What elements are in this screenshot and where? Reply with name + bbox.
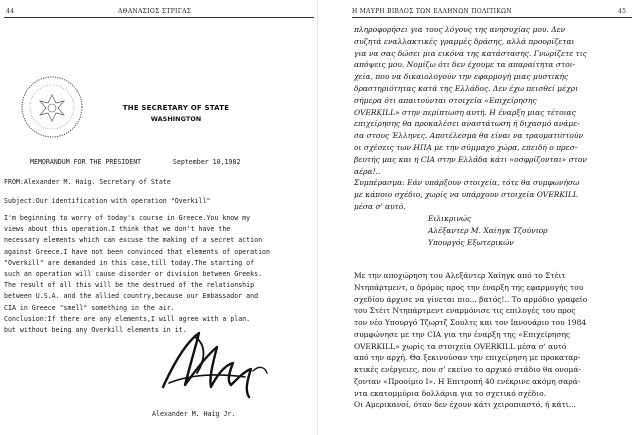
memo-body-line: The result of all this will be the destrued of the relationship	[4, 281, 255, 290]
page-number-right: 45	[618, 8, 627, 15]
memo-body-line: but without being any Overkill elements in it.	[4, 326, 187, 335]
narrative-line: τον νέο Υπουργό Τζωρτζ Σουλτς και τον Ιανουάριο του 1984	[354, 318, 587, 327]
memo-body-line: between U.S.A. and the allied country,because our Embassador and	[4, 292, 259, 301]
translation-line: σα στους Έλληνες. Αποτέλεσμα θα είναι να τραυματιστούν	[354, 131, 584, 141]
translation-line: επιχείρησης θα προκαλέσει αναστάτωση ή διχασμό ανάμε-	[354, 119, 580, 129]
narrative-line: σχεδίου άρχισε να γίνεται πιο... βατός!.. Το αρμόδιο γραφείο	[354, 294, 588, 304]
memo-body-line: "Overkill" are demanded in this case,till today.The starting of	[4, 258, 255, 267]
translation-line: χεία, που να δικαιολογούν την εφαρμογή μιας μυστικής	[354, 72, 569, 82]
narrative-line: κτικές ενέργειες, που σ' εκείνο το αρχικό στάδιο θα ονομά-	[354, 365, 581, 374]
translation-line: αέρα!..	[354, 166, 381, 176]
narrative-line: Οι Αμερικανοί, όταν δεν έχουν κάτι χειροπιαστό, ή κάτι...	[354, 400, 576, 410]
narrative-text	[354, 270, 626, 411]
memo-body-line: CIA in Greece "smell" something in the air.	[4, 303, 175, 312]
translation-line: απόψεις μου. Νομίζω ότι δεν έχουμε τα απαραίτητα στοι-	[354, 60, 576, 70]
handwritten-signature	[155, 325, 273, 405]
translation-line: σήμερα ότι απαιτούνται στοιχεία «Επιχείρησης	[354, 95, 537, 105]
memo-subject: Subject:Our identification with operation "Overkill"	[4, 197, 211, 205]
translation-line: για να σας δώσει μια εικόνα της κατάστασης. Γνωρίζετε τις	[354, 48, 587, 58]
closing-title: Υπουργός Εξωτερικών	[428, 238, 514, 247]
memo-body-line: such an operation will cause disorder or division between Greeks.	[4, 270, 263, 279]
memo-signer: Alexander M. Haig Jr.	[152, 410, 236, 418]
narrative-line: του Στέιτ Ντηπάρτμεντ εναρμόνισε τις επιλογές του προς	[354, 306, 576, 316]
memo-body-line: necessary elements which can excuse the making of a secret action	[4, 236, 263, 245]
translation-line: μέσα σ' αυτό.	[354, 201, 406, 211]
running-head-left: ΑΘΑΝΑΣΙΟΣ ΣΤΡΙΓΑΣ	[118, 8, 192, 15]
translation-line: OVERKILL» στην περίπτωση αυτή. Η έναρξη μιας τέτοιας	[354, 107, 576, 117]
narrative-line: ζονταν «Προοίμιο Ι». Η Επιτροπή 40 ενέκρινε ακόμη σαρά-	[354, 376, 581, 386]
letterhead-subtitle: WASHINGTON	[150, 115, 202, 123]
translation-line: οι σχέσεις των ΗΠΑ με την σύμμαχο χώρα, επειδή ο πρεσ-	[354, 142, 578, 152]
translation-line: με κάποιο σχέδιο, χωρίς να υπάρχουν στοιχεία OVERKILL	[354, 190, 578, 200]
narrative-line: από την αρχή. Θα ξεκινούσαν την επιχείρηση με προκαταρ-	[354, 353, 581, 363]
closing-name: Αλέξαντερ Μ. Χαίηγκ Τζούνιορ	[428, 226, 548, 235]
translation-line: δραστηριότητας κατά της Ελλάδος. Δεν έχω πεισθεί μέχρι	[354, 83, 579, 93]
memo-from: FROM:Alexander M. Haig. Secretary of State	[4, 178, 171, 186]
state-department-seal-icon	[20, 75, 84, 139]
left-page	[0, 0, 318, 435]
translation-line: Συμπέρασμα: Εάν υπάρξουν στοιχεία, τότε θα συμφωνήσω	[354, 178, 580, 188]
running-head-right: Η ΜΑΥΡΗ ΒΙΒΛΟΣ ΤΩΝ ΕΛΛΗΝΩΝ ΠΟΛΙΤΙΚΩΝ	[352, 8, 512, 15]
memo-heading-line	[30, 158, 240, 166]
memo-heading: MEMORANDUM FOR THE PRESIDENT	[30, 158, 142, 166]
header-rule-left	[4, 17, 314, 18]
translation-line: βευτής μας και η CIA στην Ελλάδα κάτι «οσφρίζονται» στον	[354, 154, 587, 164]
translation-line: πληροφορήσει για τους λόγους της ανησυχίας μου. Δεν	[354, 25, 566, 34]
narrative-line: Με την αποχώρηση του Αλεξάντερ Χαίηγκ από το Στέιτ	[354, 271, 566, 280]
memo-body-line: Conclusion:If there are any elements,I will agree with a plan.	[4, 314, 251, 323]
memo-body-line: views about this operation.I think that we don't have the	[4, 225, 231, 234]
memo-body	[4, 213, 316, 336]
right-page	[318, 0, 638, 435]
narrative-line: ντα εκατομμύρια δολλάρια για το σχετικό σχέδιο.	[354, 388, 547, 398]
memo-body-line: against Greece.I have not been convinced that elements of operation	[4, 247, 270, 256]
header-rule-right	[352, 17, 632, 18]
letterhead-title: THE SECRETARY OF STATE	[122, 104, 230, 112]
translated-memo	[354, 24, 626, 213]
narrative-line: OVERKILL» χωρίς τα στοιχεία OVERKILL μέσα σ' αυτό	[354, 341, 567, 351]
page-number-left: 44	[6, 8, 15, 15]
translation-line: συζητά εναλλακτικές γραμμές δράσης, αλλά προορίζεται	[354, 36, 575, 46]
closing-salutation: Ειλικρινώς	[428, 214, 472, 223]
memo-body-line: I'm beginning to worry of today's course in Greece.You know my	[4, 214, 251, 222]
narrative-line: Ντηπάρτμεντ, ο δρόμος προς την έναρξη της εφαρμογής του	[354, 282, 584, 292]
memo-date: September 10,1982	[172, 158, 241, 166]
narrative-line: συμφώνησε με την CIA για την έναρξη της «Επιχείρησης	[354, 329, 571, 339]
